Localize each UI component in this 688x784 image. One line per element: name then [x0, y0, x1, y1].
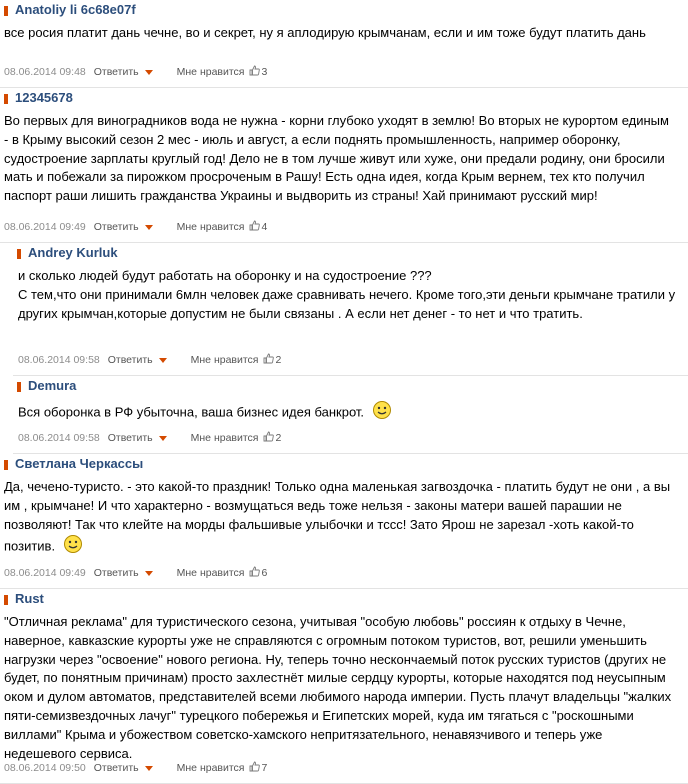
- caret-down-icon: [145, 70, 153, 75]
- thumbs-up-icon: [263, 353, 274, 367]
- smiley-icon: [372, 400, 392, 426]
- reply-label: Ответить: [93, 221, 139, 233]
- comment-header: [17, 243, 688, 265]
- thumbs-up-icon: [263, 431, 274, 445]
- comment-date: 08.06.2014 09:49: [4, 221, 86, 233]
- comment-body: и сколько людей будут работать на оборонку и на судостроение ??? С тем,что они принимали 6млн человек даже сравнивать нечего. Кроме того,эти деньги крымчане тратили у других крымчан,которые допустим не были связаны . А если нет денег - то нет и что тратить.: [18, 268, 676, 321]
- thumbs-up-icon: [249, 65, 260, 79]
- comment-text: [4, 24, 676, 43]
- like-count: 3: [261, 66, 268, 78]
- reply-label: Ответить: [107, 354, 153, 366]
- thumbs-up-icon: [249, 761, 260, 775]
- comment-author[interactable]: Demura: [28, 378, 77, 393]
- like-count: 2: [275, 432, 282, 444]
- like-label: Мне нравится: [176, 762, 245, 774]
- reply-label: Ответить: [93, 567, 139, 579]
- comment-text: [18, 267, 676, 323]
- reply-label: Ответить: [107, 432, 153, 444]
- comment-marker: [4, 595, 8, 605]
- comment-marker: [4, 94, 8, 104]
- comment-meta: [4, 220, 267, 234]
- like-count: 7: [261, 762, 268, 774]
- comment-text: [4, 478, 676, 560]
- comment-author[interactable]: Rust: [15, 591, 44, 606]
- comment-body: Вся оборонка в РФ убыточна, ваша бизнес идея банкрот.: [18, 404, 365, 420]
- reply-button[interactable]: [94, 762, 153, 774]
- comment-header: [17, 376, 688, 398]
- like-label: Мне нравится: [176, 66, 245, 78]
- comment-date: 08.06.2014 09:58: [18, 432, 100, 444]
- reply-button[interactable]: [94, 567, 153, 579]
- comment-marker: [4, 460, 8, 470]
- reply-button[interactable]: [108, 432, 167, 444]
- comment-text: [4, 112, 676, 206]
- comment-header: [4, 0, 688, 22]
- comment: [0, 454, 688, 589]
- comment-author[interactable]: 12345678: [15, 90, 73, 105]
- comment: [13, 243, 688, 376]
- comment: [0, 88, 688, 243]
- like-label: Мне нравится: [176, 567, 245, 579]
- like-button[interactable]: [177, 66, 268, 78]
- comment-text: [18, 400, 676, 426]
- comment: [0, 589, 688, 784]
- like-button[interactable]: [191, 432, 282, 444]
- comment-date: 08.06.2014 09:48: [4, 66, 86, 78]
- comment-date: 08.06.2014 09:58: [18, 354, 100, 366]
- comment-meta: [4, 566, 267, 580]
- comment-author[interactable]: Светлана Черкассы: [15, 456, 144, 471]
- comment-header: [4, 88, 688, 110]
- comment-body: "Отличная реклама" для туристического сезона, учитывая "особую любовь" россиян к отдыху в Чечне, наверное, кавказские курорты уже не справляются с огромным потоком туристов, вот, решили уменьшить нагрузки через "освоение" нового региона. Ну, теперь точно нескончаемый поток русских туристов (других не будет, по понятным причинам) просто захлестнёт милые сердцу курорты, которые находятся под неусыпным оком и дулом автоматов, представителей всеми любимого народа империи. Пусть плачут владельцы "жалких пяти-семизвездочных лачуг" турецкого побережья и Египетских морей, куда им тягаться с "роскошными виллами" Крыма и убожеством советско-хамского непритязательного, ненавязчивого и теперь уже недешевого сервиса.: [4, 614, 672, 761]
- comment-author[interactable]: Andrey Kurluk: [28, 245, 118, 260]
- comment-meta: [4, 65, 267, 79]
- reply-label: Ответить: [93, 762, 139, 774]
- comment-text: [4, 613, 676, 763]
- comment-body: Да, чечено-туристо. - это какой-то праздник! Только одна маленькая загвоздочка - платить будут не они , а вы им , крымчане! И что характерно - возмущаться ведь тоже нельзя - законы матери вашей парашии не позволяют! Так что клейте на морды фальшивые улыбочки и тссс! Зато Ярош не зарезал -хоть какой-то позитив.: [4, 479, 671, 554]
- like-label: Мне нравится: [190, 432, 259, 444]
- comment-body: Во первых для виноградников вода не нужна - корни глубоко уходят в землю! Во вторых не курортом единым - в Крыму высокий сезон 2 мес - июль и август, а если поднять промышленность, например оборонку, судостроение зарплаты круглый год! Дело не в том лучше живут или хуже, они предали родину, они бросили мать и побежали за пирожком просроченым в Рашу! Есть одна идея, когда Крым вернем, тех кто получил паспорт раши лишить гражданства Украины и выдворить из страны! Хай принимают русский мир!: [4, 113, 669, 204]
- like-button[interactable]: [177, 762, 268, 774]
- comment: [0, 0, 688, 88]
- comment-meta: [18, 431, 281, 445]
- comment-marker: [17, 249, 21, 259]
- caret-down-icon: [159, 436, 167, 441]
- comment-date: 08.06.2014 09:50: [4, 762, 86, 774]
- reply-button[interactable]: [108, 354, 167, 366]
- like-count: 4: [261, 221, 268, 233]
- caret-down-icon: [145, 225, 153, 230]
- comment-meta: [18, 353, 281, 367]
- comment-date: 08.06.2014 09:49: [4, 567, 86, 579]
- smiley-icon: [63, 534, 83, 560]
- reply-button[interactable]: [94, 221, 153, 233]
- comment: [13, 376, 688, 454]
- comment-author[interactable]: Anatoliy li 6c68e07f: [15, 2, 136, 17]
- comment-header: [4, 454, 688, 476]
- comment-body: все росия платит дань чечне, во и секрет, ну я аплодирую крымчанам, если и им тоже будут платить дань: [4, 25, 646, 40]
- like-button[interactable]: [191, 354, 282, 366]
- caret-down-icon: [159, 358, 167, 363]
- thumbs-up-icon: [249, 220, 260, 234]
- like-count: 6: [261, 567, 268, 579]
- comment-marker: [17, 382, 21, 392]
- comment-header: [4, 589, 688, 611]
- comment-meta: [4, 761, 267, 775]
- like-count: 2: [275, 354, 282, 366]
- like-label: Мне нравится: [176, 221, 245, 233]
- caret-down-icon: [145, 766, 153, 771]
- reply-button[interactable]: [94, 66, 153, 78]
- like-label: Мне нравится: [190, 354, 259, 366]
- like-button[interactable]: [177, 221, 268, 233]
- thumbs-up-icon: [249, 566, 260, 580]
- comment-marker: [4, 6, 8, 16]
- reply-label: Ответить: [93, 66, 139, 78]
- like-button[interactable]: [177, 567, 268, 579]
- caret-down-icon: [145, 571, 153, 576]
